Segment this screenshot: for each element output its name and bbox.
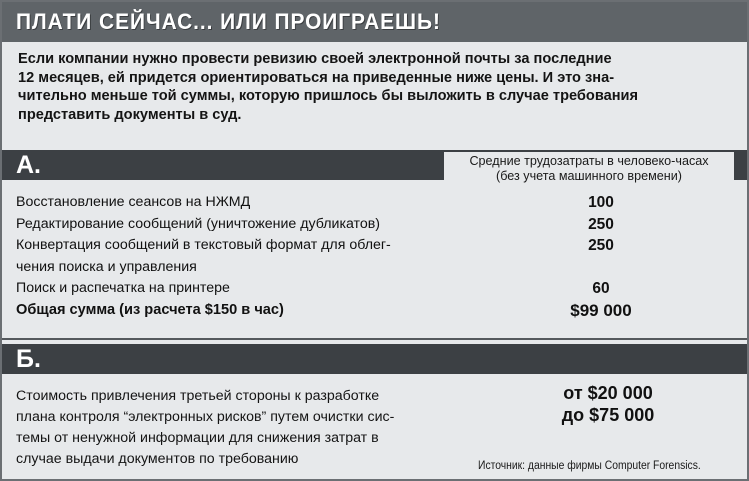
- row-label: Редактирование сообщений (уничтожение дубликатов): [16, 215, 381, 232]
- column-header: [444, 152, 734, 185]
- total-row: [16, 300, 736, 322]
- table-row: [16, 235, 736, 257]
- row-label: Восстановление сеансов на НЖМД: [16, 194, 251, 210]
- section-a-letter: А.: [16, 151, 41, 179]
- row-value: 100: [588, 194, 614, 211]
- page-title: ПЛАТИ СЕЙЧАС... ИЛИ ПРОИГРАЕШЬ!: [16, 9, 441, 34]
- row-label: Конвертация сообщений в текстовый формат для облег-: [16, 237, 391, 253]
- description-line: плана контроля “электронных рисков” путем очистки сис-: [16, 409, 395, 425]
- row-value: 60: [592, 280, 610, 297]
- column-header-line: (без учета машинного времени): [496, 169, 682, 183]
- section-b-description: [16, 386, 456, 470]
- intro-line: 12 месяцев, ей придется ориентироваться на приведенные ниже цены. И это зна-: [18, 69, 615, 86]
- cost-table: [16, 192, 736, 321]
- title-bar: [2, 2, 747, 42]
- intro-line: Если компании нужно провести ревизию своей электронной почты за последние: [18, 51, 612, 67]
- row-value: 250: [588, 215, 614, 233]
- intro-line: чительно меньше той суммы, которую пришлось бы выложить в случае требования: [18, 88, 639, 104]
- intro-line: представить документы в суд.: [18, 106, 242, 123]
- table-row: [16, 257, 736, 279]
- description-line: Стоимость привлечения третьей стороны к разработке: [16, 388, 380, 404]
- total-label: Общая сумма (из расчета $150 в час): [16, 301, 284, 318]
- section-b-cost-range: [538, 382, 678, 426]
- source-note: Источник: данные фирмы Computer Forensics.: [478, 460, 701, 472]
- description-line: случае выдачи документов по требованию: [16, 451, 299, 467]
- column-header-line: Средние трудозатраты в человеко-часах: [469, 154, 709, 168]
- description-line: темы от ненужной информации для снижения затрат в: [16, 430, 379, 446]
- cost-to: до $75 000: [561, 405, 655, 425]
- cost-from: от $20 000: [563, 383, 653, 403]
- row-label: Поиск и распечатка на принтере: [16, 280, 230, 296]
- total-value: $99 000: [570, 300, 632, 320]
- divider: [2, 338, 747, 340]
- intro-paragraph: [18, 50, 733, 124]
- section-b-letter: Б.: [16, 345, 41, 373]
- section-b-header: [2, 344, 747, 374]
- row-label: чения поиска и управления: [16, 258, 197, 275]
- table-row: [16, 192, 736, 214]
- table-row: [16, 214, 736, 236]
- row-value: 250: [588, 237, 614, 254]
- table-row: [16, 278, 736, 300]
